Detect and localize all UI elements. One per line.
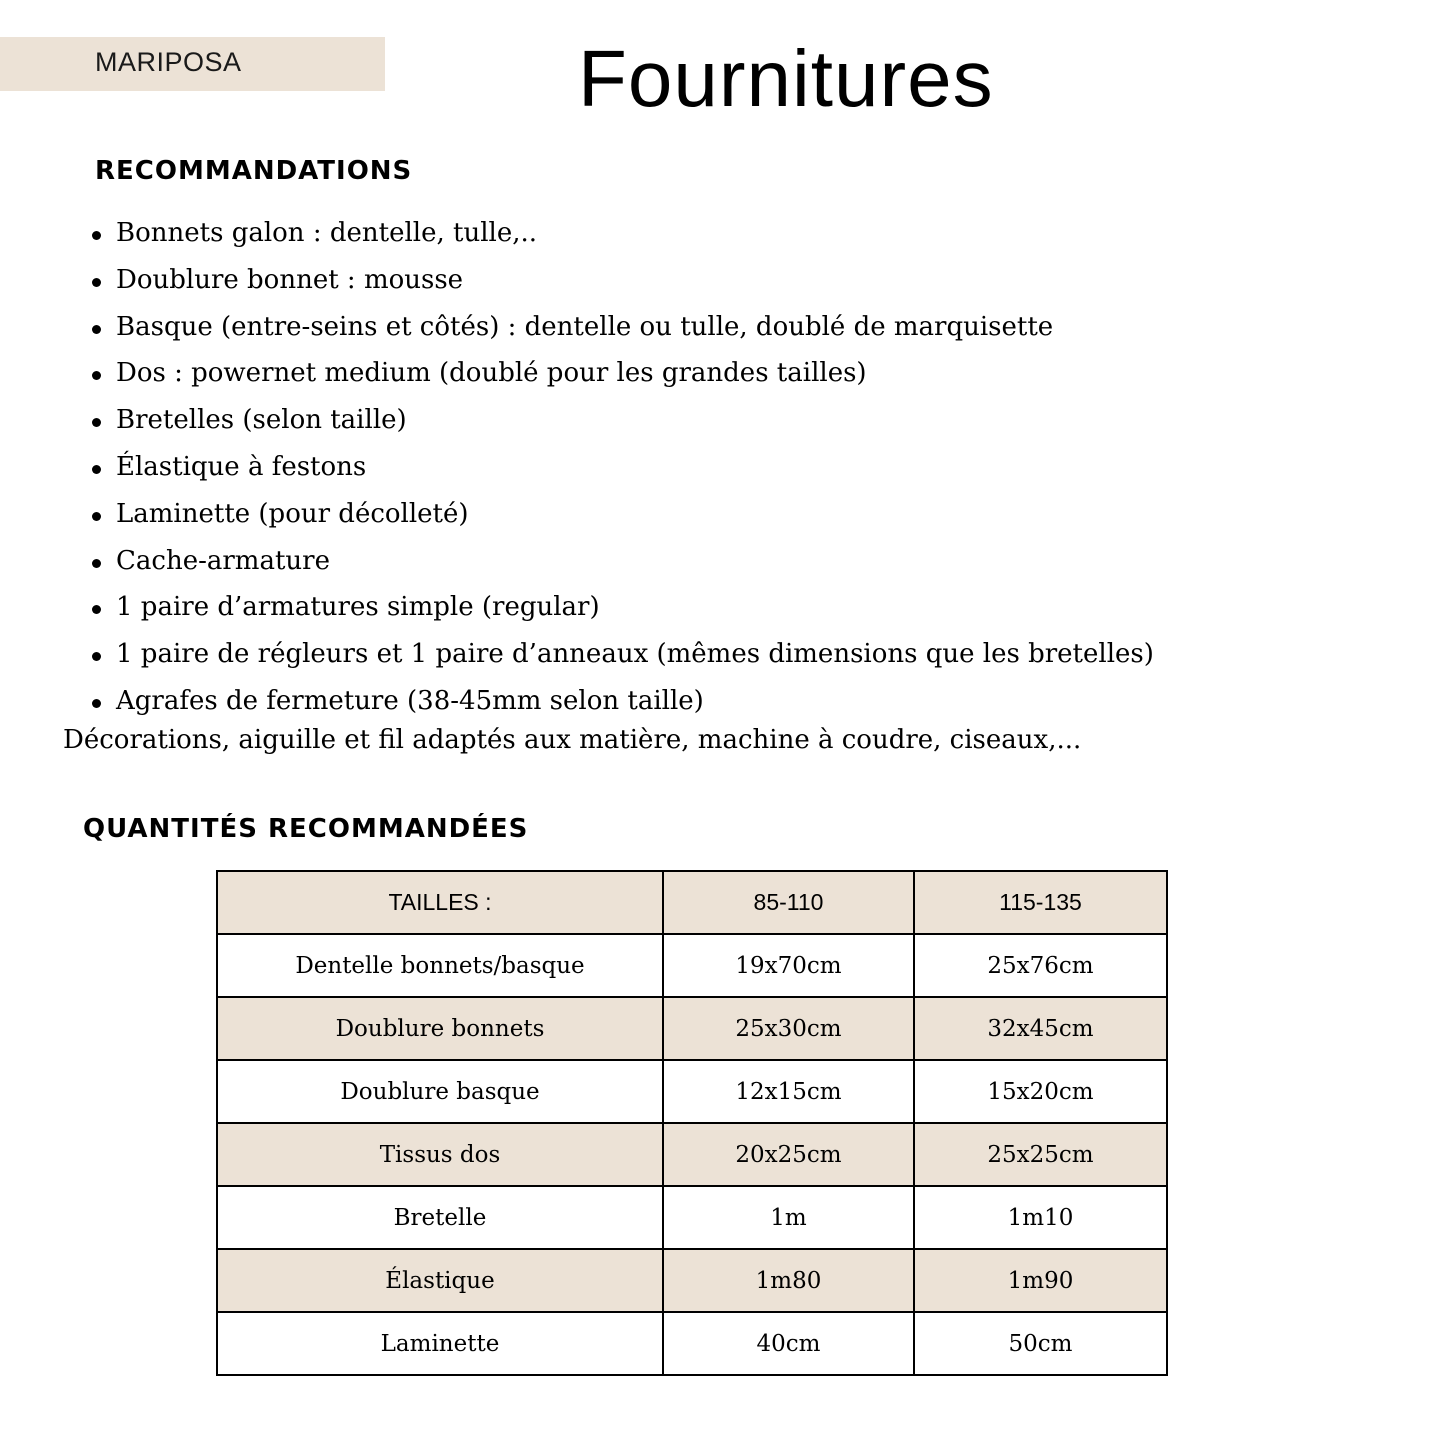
quantities-heading: QUANTITÉS RECOMMANDÉES (83, 814, 529, 844)
list-item: Doublure bonnet : mousse (90, 257, 1290, 304)
recommendations-list (90, 210, 1290, 725)
table-row (217, 1060, 1167, 1123)
table-cell: 1m80 (663, 1249, 914, 1312)
recommendations-heading: RECOMMANDATIONS (95, 156, 413, 186)
table-cell: 50cm (914, 1312, 1167, 1375)
list-item: Élastique à festons (90, 444, 1290, 491)
brand-label: MARIPOSA (95, 47, 242, 77)
supplies-note: Décorations, aiguille et fil adaptés aux matière, machine à coudre, ciseaux,... (63, 725, 1082, 755)
table-header-cell: 115-135 (914, 871, 1167, 934)
table-cell: Tissus dos (217, 1123, 663, 1186)
table-cell: Dentelle bonnets/basque (217, 934, 663, 997)
table-cell: Élastique (217, 1249, 663, 1312)
table-row (217, 1123, 1167, 1186)
table-cell: 20x25cm (663, 1123, 914, 1186)
list-item: Agrafes de fermeture (38-45mm selon taille) (90, 678, 1290, 725)
table-header-cell: 85-110 (663, 871, 914, 934)
table-header-cell: TAILLES : (217, 871, 663, 934)
list-item: Laminette (pour décolleté) (90, 491, 1290, 538)
table-cell: Laminette (217, 1312, 663, 1375)
table-cell: Bretelle (217, 1186, 663, 1249)
table-row (217, 997, 1167, 1060)
table-cell: 40cm (663, 1312, 914, 1375)
list-item: Bonnets galon : dentelle, tulle,.. (90, 210, 1290, 257)
list-item: 1 paire de régleurs et 1 paire d’anneaux (mêmes dimensions que les bretelles) (90, 631, 1290, 678)
table-cell: 19x70cm (663, 934, 914, 997)
table-cell: 1m10 (914, 1186, 1167, 1249)
table-cell: 1m (663, 1186, 914, 1249)
brand-tag (0, 37, 385, 91)
table-row (217, 1249, 1167, 1312)
table-cell: Doublure bonnets (217, 997, 663, 1060)
table-cell: 25x30cm (663, 997, 914, 1060)
quantities-table (216, 870, 1168, 1376)
table-cell: 1m90 (914, 1249, 1167, 1312)
table-cell: 25x25cm (914, 1123, 1167, 1186)
table-cell: 25x76cm (914, 934, 1167, 997)
table-cell: 12x15cm (663, 1060, 914, 1123)
table-cell: 15x20cm (914, 1060, 1167, 1123)
table-cell: 32x45cm (914, 997, 1167, 1060)
list-item: 1 paire d’armatures simple (regular) (90, 584, 1290, 631)
list-item: Dos : powernet medium (doublé pour les grandes tailles) (90, 350, 1290, 397)
table-row (217, 1312, 1167, 1375)
table-row (217, 1186, 1167, 1249)
page-title: Fournitures (578, 34, 994, 123)
list-item: Bretelles (selon taille) (90, 397, 1290, 444)
table-cell: Doublure basque (217, 1060, 663, 1123)
list-item: Basque (entre-seins et côtés) : dentelle ou tulle, doublé de marquisette (90, 304, 1290, 351)
list-item: Cache-armature (90, 538, 1290, 585)
table-header-row (217, 871, 1167, 934)
table-row (217, 934, 1167, 997)
